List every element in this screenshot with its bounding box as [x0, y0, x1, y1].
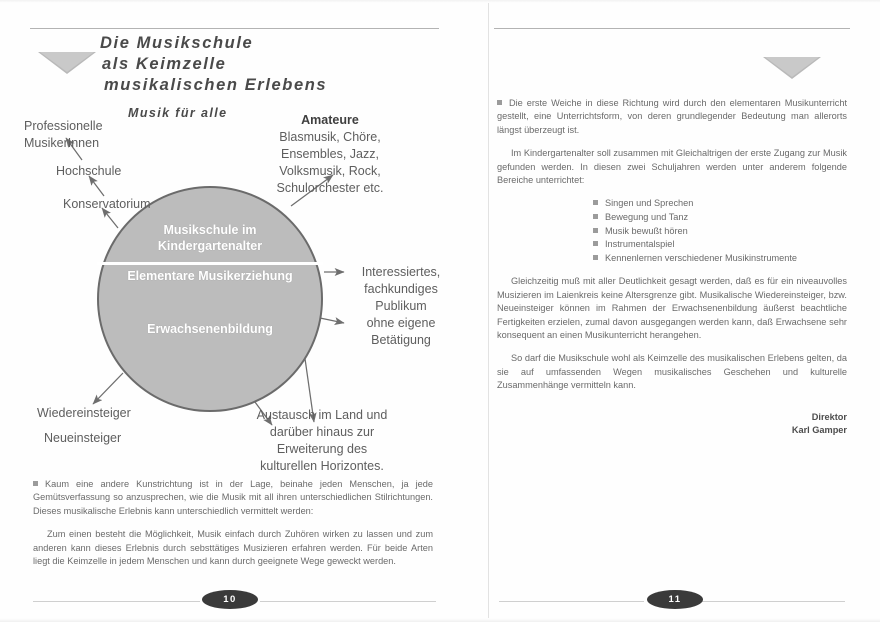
left-paragraph-1 [33, 478, 433, 518]
square-bullet-icon [593, 241, 598, 246]
signature-name: Karl Gamper [791, 424, 847, 435]
label-amateure-title: Amateure [301, 113, 359, 127]
right-paragraph-1 [497, 97, 847, 137]
list-item-label: Bewegung und Tanz [605, 212, 689, 223]
header-triangle-right [763, 57, 821, 79]
label-professionelle-line-1: Professionelle [24, 119, 103, 133]
circle-segment-kindergarten-line-1: Musikschule im [163, 223, 257, 237]
page-title [100, 33, 430, 96]
label-publikum [348, 264, 454, 349]
label-publikum-line-4: ohne eigene [366, 316, 436, 330]
signature-role: Direktor [811, 411, 847, 422]
list-item [593, 252, 847, 266]
label-amateure-list [258, 129, 402, 197]
label-amateure-line-3: Volksmusik, Rock, [279, 164, 381, 178]
label-publikum-line-1: Interessiertes, [361, 265, 441, 279]
right-paragraph-3: Gleichzeitig muß mit aller Deutlichkeit gesagt werden, daß es für ein niveauvolles Musizieren im Laienkreis keine Altersgrenze gibt. Musikalische Wiedereinsteiger, bzw. Neueinsteiger können im Rahmen der Erwachsenenbildung äußerst beachtliche Fertigkeiten erzielen, zumal davon ausgegangen werden kann, daß Erwachsene sehr konsequent an einen Musikunterricht herangehen. [497, 276, 847, 341]
list-item-label: Singen und Sprechen [605, 198, 694, 209]
diagram-circle [97, 186, 323, 412]
label-hochschule: Hochschule [56, 164, 122, 178]
label-wiedereinsteiger: Wiedereinsteiger [37, 406, 131, 420]
label-amateure-line-2: Ensembles, Jazz, [281, 147, 379, 161]
label-austausch-line-4: kulturellen Horizontes. [260, 459, 384, 473]
label-publikum-line-2: fachkundiges [364, 282, 438, 296]
label-professionelle [24, 118, 134, 152]
square-bullet-icon [497, 100, 502, 105]
footer-rule-right-2 [702, 601, 845, 602]
circle-segment-erwachsenenbildung: Erwachsenenbildung [147, 322, 273, 336]
topics-list [497, 197, 847, 265]
circle-segment-elementare: Elementare Musikerziehung [127, 269, 293, 283]
list-item-label: Kennenlernen verschiedener Musikinstrumente [605, 252, 798, 263]
label-amateure-line-1: Blasmusik, Chöre, [279, 130, 381, 144]
right-paragraph-1-text: Die erste Weiche in diese Richtung wird durch den elementaren Musikunterricht gestellt, eine Unterrichtsform, von deren grundlegender Bedeutung man allerorts längst überzeugt ist. [497, 98, 847, 135]
footer-rule-right [499, 601, 644, 602]
header-triangle-left [38, 52, 96, 74]
footer-right [489, 582, 880, 622]
list-item-label: Musik bewußt hören [605, 225, 688, 236]
label-konservatorium: Konservatorium [63, 197, 151, 211]
footer-rule-left-2 [260, 601, 436, 602]
footer-rule-left [33, 601, 200, 602]
page-gutter [488, 0, 489, 622]
square-bullet-icon [33, 481, 38, 486]
square-bullet-icon [593, 200, 598, 205]
label-austausch [238, 407, 406, 475]
page-number-left: 10 [202, 590, 258, 609]
label-austausch-line-1: Austausch im Land und [256, 408, 388, 422]
square-bullet-icon [593, 228, 598, 233]
list-item [593, 238, 847, 252]
list-item [593, 211, 847, 225]
list-item [593, 225, 847, 239]
header-rule-left [30, 28, 439, 29]
label-neueinsteiger: Neueinsteiger [44, 431, 122, 445]
label-publikum-line-3: Publikum [375, 299, 427, 313]
signature-block [497, 411, 847, 437]
list-item [593, 197, 847, 211]
diagram-circle-divider [97, 262, 323, 265]
scan-edge-top [0, 0, 880, 3]
list-item-label: Instrumentalspiel [605, 239, 675, 250]
header-rule-right [494, 28, 850, 29]
label-publikum-line-5: Betätigung [371, 333, 431, 347]
left-paragraph-2: Zum einen besteht die Möglichkeit, Musik einfach durch Zuhören wirken zu lassen und zum anderen kann dieses Erlebnis durch sebsttätiges Musizieren erfahren werden. Für beide Arten liegt die Keimzelle in jedem Menschen und kann durch geeignete Wege geweckt werden. [33, 529, 433, 567]
footer-left [0, 582, 489, 622]
right-paragraph-2: Im Kindergartenalter soll zusammen mit Gleichaltrigen der erste Zugang zur Musik gefunden werden. In diesen zwei Schuljahren werden unter anderem folgende Bereiche unterrichtet: [497, 148, 847, 186]
square-bullet-icon [593, 214, 598, 219]
circle-segment-kindergarten [112, 222, 308, 254]
page-title-line-3: musikalischen Erlebens [104, 76, 328, 94]
diagram-subhead: Musik für alle [128, 106, 228, 120]
square-bullet-icon [593, 255, 598, 260]
page-number-right: 11 [647, 590, 703, 609]
label-amateure-line-4: Schulorchester etc. [276, 181, 384, 195]
right-body-text [497, 97, 847, 437]
right-paragraph-4: So darf die Musikschule wohl als Keimzelle des musikalischen Erlebens gelten, da sie auf umfassenden Wegen musikalisches Geschehen und kulturelle Zusammenhänge vermitteln kann. [497, 353, 847, 391]
left-body-text [33, 478, 433, 578]
label-professionelle-line-2: MusikerInnen [24, 136, 100, 150]
label-austausch-line-2: darüber hinaus zur [269, 425, 375, 439]
page-title-line-2: als Keimzelle [102, 55, 227, 73]
page-title-line-1: Die Musikschule [100, 34, 254, 52]
left-paragraph-1-text: Kaum eine andere Kunstrichtung ist in der Lage, beinahe jeden Menschen, ja jede Gemütsverfassung so anzusprechen, wie die Musik mit all ihren unterschiedlichen Stilrichtungen. Dieses musikalische Erlebnis kann unterschiedlich vermittelt werden: [33, 479, 433, 516]
circle-segment-kindergarten-line-2: Kindergartenalter [157, 239, 263, 253]
label-austausch-line-3: Erweiterung des [276, 442, 368, 456]
